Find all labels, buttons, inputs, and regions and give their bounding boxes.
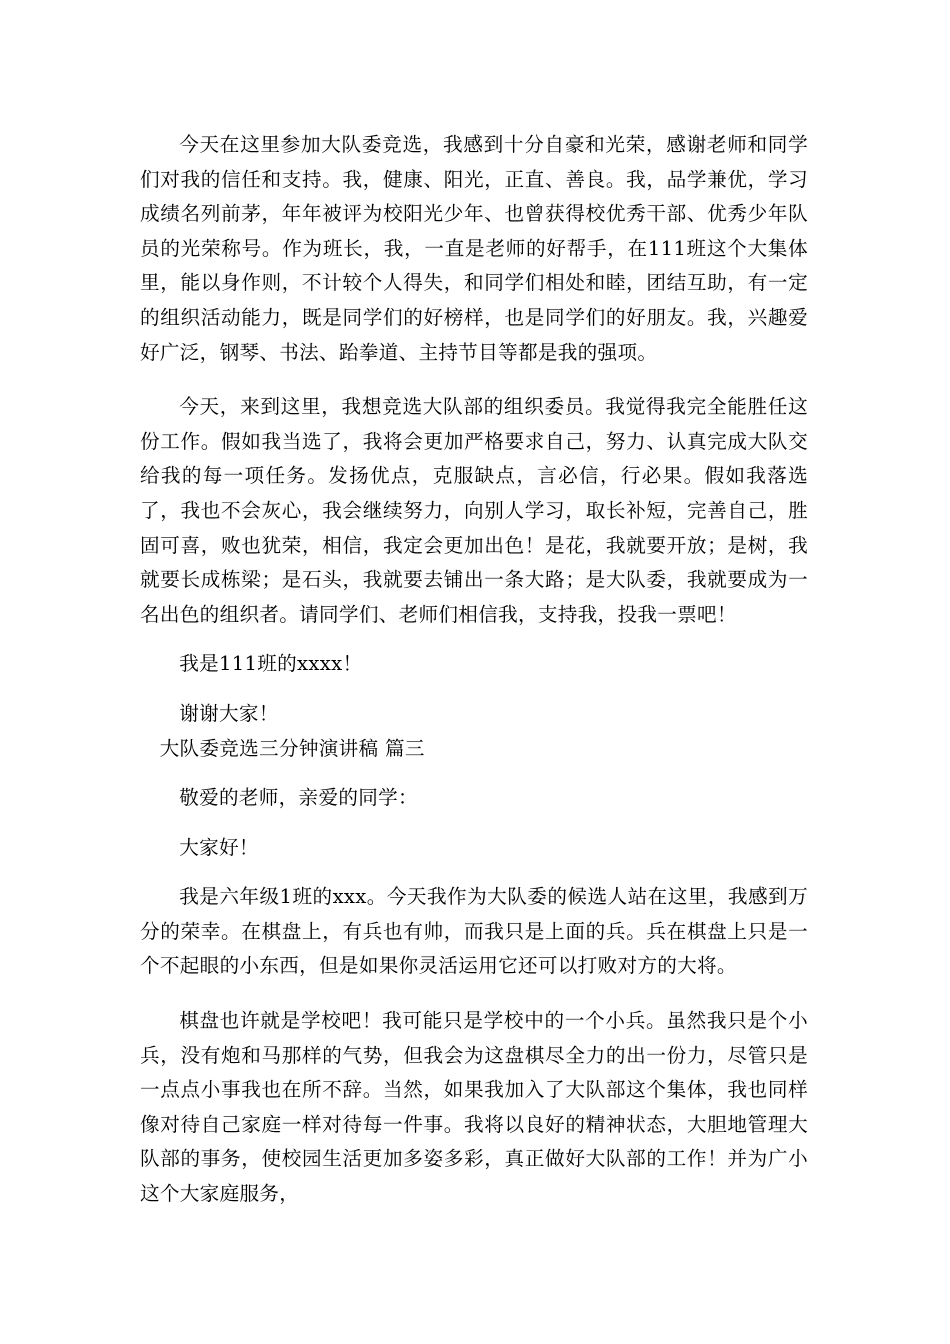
paragraph-greeting: 大家好！ [179, 835, 259, 859]
paragraph-thanks: 谢谢大家！ [179, 701, 279, 725]
paragraph-chessboard: 棋盘也许就是学校吧！我可能只是学校中的一个小兵。虽然我只是个小兵，没有炮和马那样的气势，但我会为这盘棋尽全力的出一份力，尽管只是一点点小事我也在所不辞。当然，如果我加入了大队部这个集体，我也同样像对待自己家庭一样对待每一件事。我将以良好的精神状态，大胆地管理大队部的事务，使校园生活更加多姿多彩，真正做好大队部的工作！并为广小这个大家庭服务， [140, 1009, 808, 1206]
paragraph-salutation: 敬爱的老师，亲爱的同学： [179, 786, 418, 810]
paragraph-intro: 今天在这里参加大队委竞选，我感到十分自豪和光荣，感谢老师和同学们对我的信任和支持。我，健康、阳光，正直、善良。我，品学兼优，学习成绩名列前茅，年年被评为校阳光少年、也曾获得校优秀干部、优秀少年队员的光荣称号。作为班长，我，一直是老师的好帮手，在111班这个大集体里，能以身作则，不计较个人得失，和同学们相处和睦，团结互助，有一定的组织活动能力，既是同学们的好榜样，也是同学们的好朋友。我，兴趣爱好广泛，钢琴、书法、跆拳道、主持节目等都是我的强项。 [140, 133, 808, 364]
document-body [140, 128, 808, 1212]
paragraph-position: 今天，来到这里，我想竞选大队部的组织委员。我觉得我完全能胜任这份工作。假如我当选了，我将会更加严格要求自己，努力、认真完成大队交给我的每一项任务。发扬优点，克服缺点，言必信，行必果。假如我落选了，我也不会灰心，我会继续努力，向别人学习，取长补短，完善自己，胜固可喜，败也犹荣，相信，我定会更加出色！是花，我就要开放；是树，我就要长成栋梁；是石头，我就要去铺出一条大路；是大队委，我就要成为一名出色的组织者。请同学们、老师们相信我，支持我，投我一票吧！ [140, 395, 808, 626]
paragraph-class-name: 我是111班的xxxx！ [179, 652, 363, 676]
paragraph-self-intro: 我是六年级1班的xxx。今天我作为大队委的候选人站在这里，我感到万分的荣幸。在棋盘上，有兵也有帅，而我只是上面的兵。兵在棋盘上只是一个不起眼的小东西，但是如果你灵活运用它还可以打败对方的大将。 [140, 885, 808, 978]
section-heading: 大队委竞选三分钟演讲稿 篇三 [159, 736, 425, 760]
